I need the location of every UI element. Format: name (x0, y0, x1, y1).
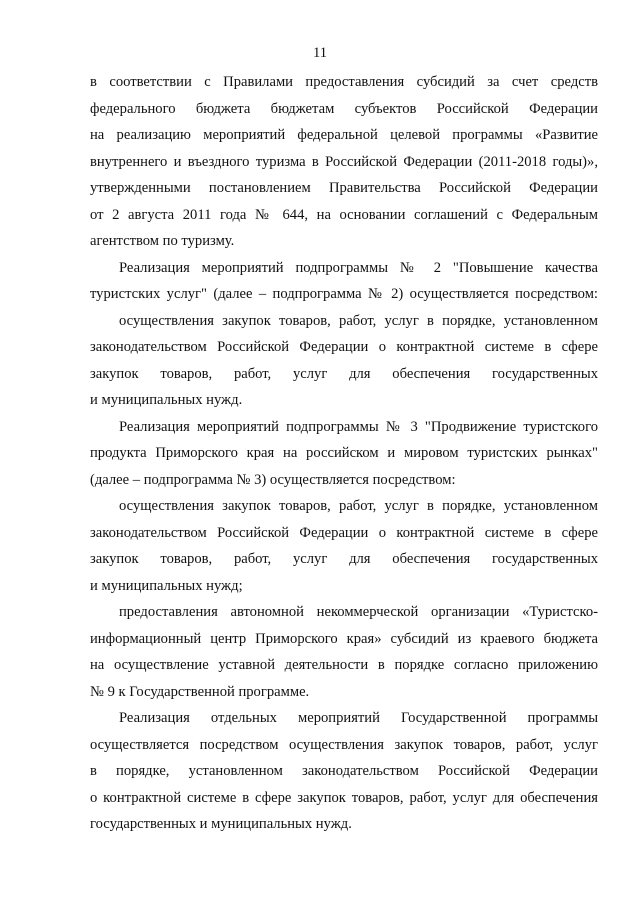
text-line: (далее – подпрограмма № 3) осуществляется посредством: (90, 471, 456, 488)
text-line: на реализацию мероприятий федеральной целевой программы «Развитие (90, 127, 598, 143)
text-line: закупок товаров, работ, услуг для обеспечения государственных (90, 365, 598, 382)
paragraph (90, 493, 598, 599)
text-line: и муниципальных нужд; (90, 577, 243, 594)
text-line: и муниципальных нужд. (90, 392, 243, 408)
paragraph (90, 308, 598, 414)
paragraph (90, 255, 598, 308)
text-line: агентством по туризму. (90, 233, 235, 249)
paragraph (90, 69, 598, 255)
text-line: осуществляется посредством осуществления закупок товаров, работ, услуг (90, 736, 598, 753)
text-line: утвержденными постановлением Правительства Российской Федерации (90, 180, 598, 196)
text-line: в порядке, установленном законодательством Российской Федерации (90, 763, 598, 779)
text-line: Реализация мероприятий подпрограммы № 3 "Продвижение туристского (119, 418, 598, 435)
paragraph (90, 414, 598, 494)
paragraph (90, 705, 598, 838)
text-line: туристских услуг" (далее – подпрограмма № 2) осуществляется посредством: (90, 286, 598, 302)
text-line: внутреннего и въездного туризма в Российской Федерации (2011-2018 годы)», (90, 153, 598, 170)
text-line: закупок товаров, работ, услуг для обеспечения государственных (90, 551, 598, 567)
text-line: федерального бюджета бюджетам субъектов Российской Федерации (90, 100, 598, 117)
page-number: 11 (312, 45, 328, 61)
text-line: на осуществление уставной деятельности в порядке согласно приложению (90, 657, 598, 673)
text-line: государственных и муниципальных нужд. (90, 816, 352, 832)
text-line: продукта Приморского края на российском и мировом туристских рынках" (90, 445, 598, 461)
text-line: от 2 августа 2011 года № 644, на основании соглашений с Федеральным (90, 206, 598, 223)
text-line: предоставления автономной некоммерческой организации «Туристско- (119, 604, 598, 620)
paragraph (90, 599, 598, 705)
text-line: осуществления закупок товаров, работ, услуг в порядке, установленном (119, 312, 598, 329)
text-line: о контрактной системе в сфере закупок товаров, работ, услуг для обеспечения (90, 789, 598, 806)
text-line: законодательством Российской Федерации о контрактной системе в сфере (90, 339, 598, 355)
text-line: Реализация мероприятий подпрограммы № 2 "Повышение качества (119, 259, 598, 276)
text-line: Реализация отдельных мероприятий Государственной программы (119, 710, 598, 726)
text-line: осуществления закупок товаров, работ, услуг в порядке, установленном (119, 498, 598, 514)
text-line: № 9 к Государственной программе. (90, 683, 310, 700)
text-line: в соответствии с Правилами предоставления субсидий за счет средств (90, 74, 598, 90)
document-body (90, 69, 598, 838)
text-line: информационный центр Приморского края» субсидий из краевого бюджета (90, 630, 598, 647)
text-line: законодательством Российской Федерации о контрактной системе в сфере (90, 524, 598, 541)
